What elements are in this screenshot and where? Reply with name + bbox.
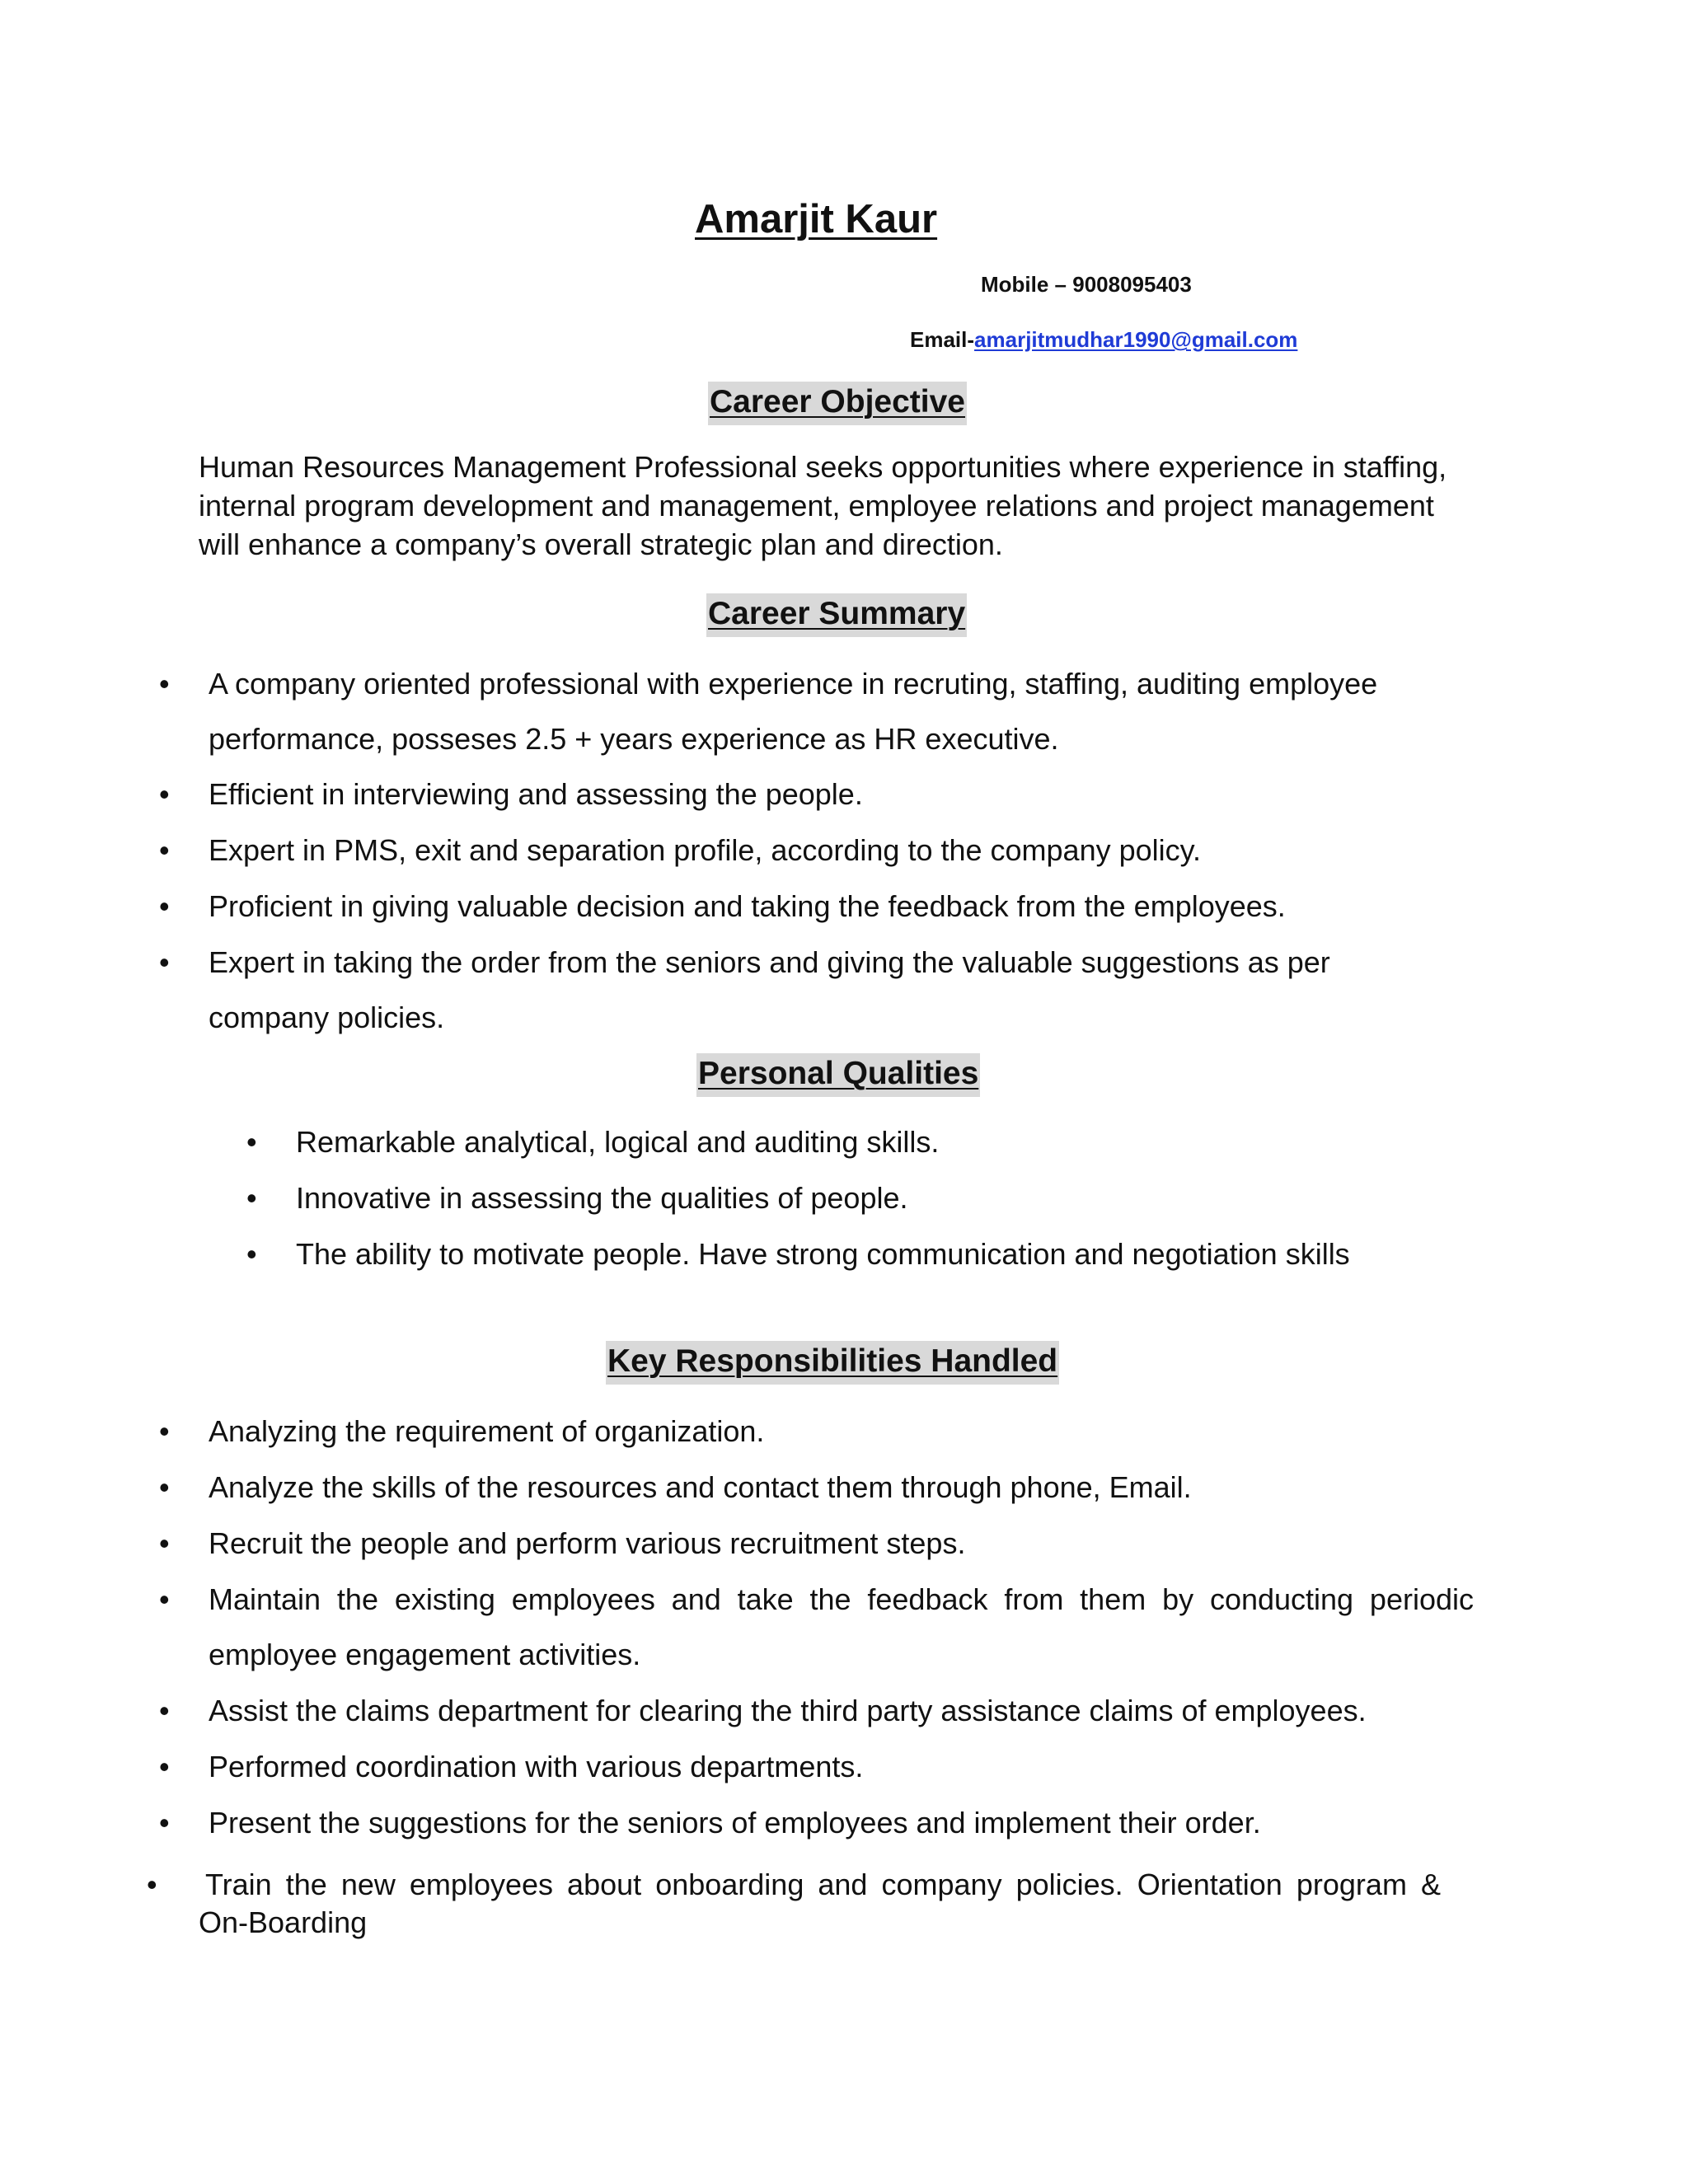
career-objective-heading: Career Objective [708, 382, 967, 425]
bullet-icon: • [159, 1526, 170, 1560]
personal-qualities-heading: Personal Qualities [696, 1053, 980, 1097]
bullet-icon: • [159, 667, 170, 701]
bullet-icon: • [246, 1237, 257, 1271]
bullet-icon: • [159, 945, 170, 979]
bullet-icon: • [159, 1750, 170, 1783]
bullet-icon: • [159, 1470, 170, 1504]
mobile-number: Mobile – 9008095403 [981, 272, 1192, 297]
quality-text: The ability to motivate people. Have strong communication and negotiation skills [296, 1237, 1350, 1271]
bullet-icon: • [159, 777, 170, 811]
summary-text: Expert in taking the order from the seniors and giving the valuable suggestions as per [209, 945, 1330, 979]
responsibility-text: Present the suggestions for the seniors of employees and implement their order. [209, 1806, 1261, 1840]
objective-line: will enhance a company’s overall strategic plan and direction. [199, 527, 1003, 561]
responsibility-text: Recruit the people and perform various recruitment steps. [209, 1526, 966, 1560]
quality-text: Innovative in assessing the qualities of people. [296, 1181, 908, 1215]
bullet-icon: • [159, 1806, 170, 1840]
bullet-icon: • [159, 1414, 170, 1448]
responsibility-text: Analyze the skills of the resources and contact them through phone, Email. [209, 1470, 1192, 1504]
quality-text: Remarkable analytical, logical and auditing skills. [296, 1125, 940, 1159]
email-link[interactable]: amarjitmudhar1990@gmail.com [974, 327, 1298, 352]
bullet-icon: • [246, 1181, 257, 1215]
summary-text-cont: performance, posseses 2.5 + years experience as HR executive. [209, 722, 1059, 756]
objective-line: internal program development and management, employee relations and project management [199, 489, 1434, 523]
responsibility-text: Performed coordination with various departments. [209, 1750, 864, 1783]
bullet-icon: • [159, 1582, 170, 1616]
career-summary-heading: Career Summary [706, 593, 967, 637]
summary-text: Expert in PMS, exit and separation profile, according to the company policy. [209, 833, 1201, 867]
responsibility-text: Maintain the existing employees and take the feedback from them by conducting periodic [209, 1582, 1474, 1616]
objective-line: Human Resources Management Professional seeks opportunities where experience in staffing, [199, 450, 1447, 484]
bullet-icon: • [159, 889, 170, 923]
summary-text: Proficient in giving valuable decision and taking the feedback from the employees. [209, 889, 1286, 923]
bullet-icon: • [246, 1125, 257, 1159]
responsibility-text-cont: On-Boarding [199, 1905, 368, 1939]
key-responsibilities-heading: Key Responsibilities Handled [606, 1341, 1059, 1385]
email-line [910, 327, 1297, 353]
summary-text-cont: company policies. [209, 1001, 445, 1034]
bullet-icon: • [159, 1694, 170, 1727]
responsibility-text-cont: employee engagement activities. [209, 1638, 641, 1671]
responsibility-text: Analyzing the requirement of organization. [209, 1414, 765, 1448]
bullet-icon: • [159, 833, 170, 867]
responsibility-text: Train the new employees about onboarding and company policies. Orientation program & [205, 1868, 1441, 1901]
email-label: Email- [910, 327, 975, 352]
bullet-icon: • [147, 1868, 157, 1901]
summary-text: A company oriented professional with experience in recruting, staffing, auditing employee [209, 667, 1378, 701]
candidate-name: Amarjit Kaur [695, 197, 938, 241]
summary-text: Efficient in interviewing and assessing the people. [209, 777, 863, 811]
responsibility-text: Assist the claims department for clearing the third party assistance claims of employees. [209, 1694, 1367, 1727]
